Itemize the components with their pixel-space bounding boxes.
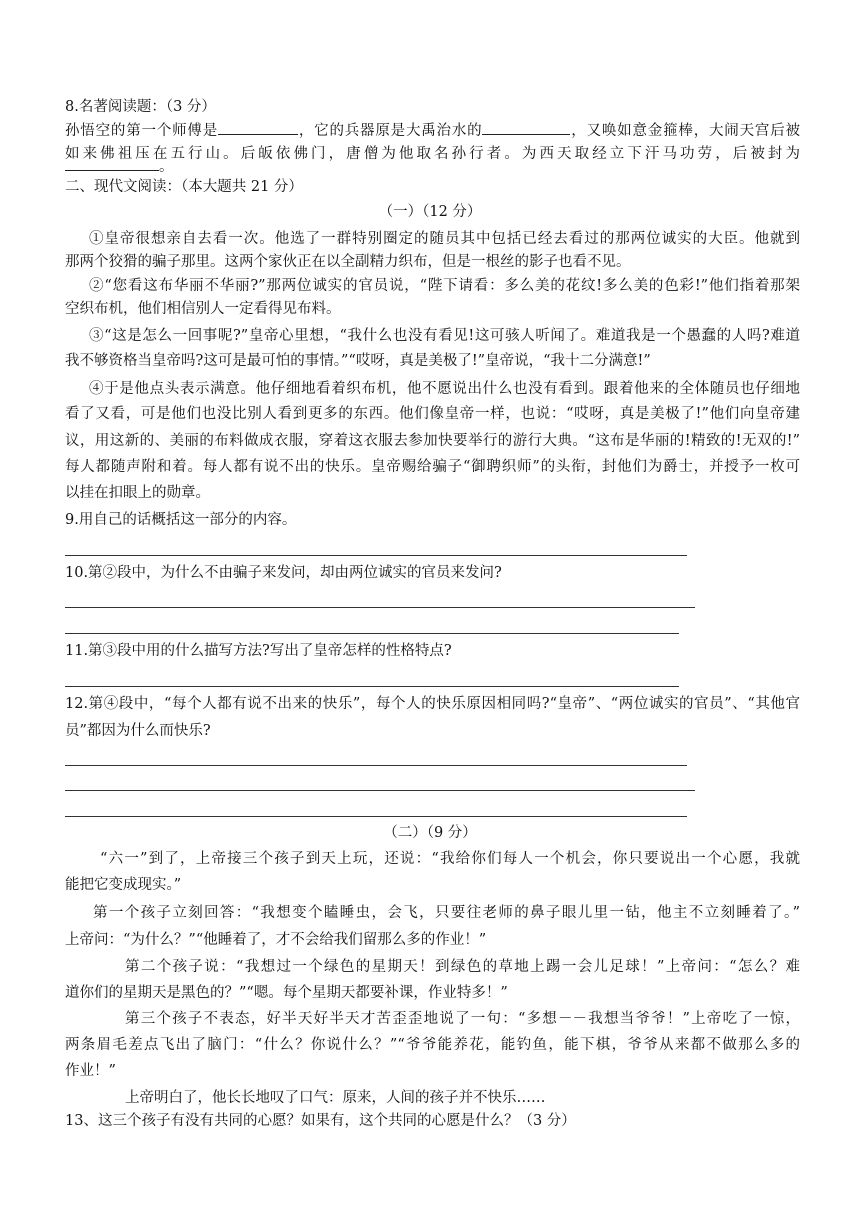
question-11: 11.第③段中用的什么描写方法?写出了皇帝怎样的性格特点? [65,643,452,659]
question-12-line2: 员”都因为什么而快乐? [65,723,211,739]
passage1-line: 每人都随声附和着。每人都有说不出的快乐。皇帝赐给骗子“御聘织师”的头衔，封他们为爵士，并授予一枚可 [65,459,800,475]
passage2-line: “六一”到了，上帝接三个孩子到天上玩，还说：“我给你们每人一个机会，你只要说出一个心愿，我就 [100,851,800,867]
q8-line1-row [65,119,800,142]
answer-line[interactable] [65,607,695,608]
passage1-line: 我不够资格当皇帝吗?这可是最可怕的事情。”“哎呀，真是美极了!”皇帝说，“我十二分满意!” [65,353,651,369]
passage1-line: ①皇帝很想亲自去看一次。他选了一群特别圈定的随员其中包括已经去看过的那两位诚实的大臣。他就到 [89,231,800,247]
q8-line1-text-b: ，它的兵器原是大禹治水的 [298,123,483,139]
answer-line[interactable] [65,686,679,687]
passage1-line: 空织布机，他们相信别人一定看得见布料。 [65,301,341,317]
passage2-line: 第三个孩子不表态，好半天好半天才苦歪歪地说了一句：“多想－－我想当爷爷！”上帝吃了一惊， [125,1011,800,1027]
passage1-line: 看了又看，可是他们也没比别人看到更多的东西。他们像皇帝一样，也说：“哎呀，真是美极了!”他们向皇帝建 [65,406,800,422]
passage1-line: ④于是他点头表示满意。他仔细地看着织布机，他不愿说出什么也没有看到。跟着他来的全体随员也仔细地 [89,381,800,397]
passage1-line: 以挂在扣眼上的勋章。 [65,485,210,501]
question-12-line1: 12.第④段中，“每个人都有说不出来的快乐”，每个人的快乐原因相同吗?“皇帝”、“两位诚实的官员”、“其他官 [65,696,800,712]
passage1-line: ③“这是怎么一回事呢?”皇帝心里想，“我什么也没有看见!这可骇人听闻了。难道我是一个愚蠢的人吗?难道 [89,328,800,344]
passage2-line: 第二个孩子说：“我想过一个绿色的星期天！到绿色的草地上踢一会儿足球！”上帝问：“怎么？难 [125,959,800,975]
passage1-line: 那两个狡猾的骗子那里。这两个家伙正在以全副精力织布，但是一根丝的影子也看不见。 [65,254,631,270]
passage2-line: 上帝问：“为什么？”“他睡着了，才不会给我们留那么多的作业！” [65,932,487,948]
answer-blank-master[interactable] [218,119,298,135]
answer-line[interactable] [65,816,687,817]
q8-line1-text-a: 孙悟空的第一个师傅是 [65,123,219,139]
question-10: 10.第②段中，为什么不由骗子来发问，却由两位诚实的官员来发问? [65,565,502,581]
question-13: 13、这三个孩子有没有共同的心愿？如果有，这个共同的心愿是什么？（3 分） [65,1113,576,1129]
passage1-line: 议，用这新的、美丽的布料做成衣服，穿着这衣服去参加快要举行的游行大典。“这布是华丽的!精致的!无双的!” [65,433,800,449]
answer-line[interactable] [65,765,687,766]
passage2-line: 能把它变成现实。” [65,877,182,893]
answer-blank-title[interactable] [65,155,159,171]
passage2-line: 道你们的星期天是黑色的？”“嗯。每个星期天都要补课，作业特多！” [65,985,508,1001]
passage1-line: ②“您看这布华丽不华丽?”那两位诚实的官员说，“陛下请看：多么美的花纹!多么美的色彩!”他们指着那架 [89,278,800,294]
q8-line1-text-c: ，又唤如意金箍棒，大闹天宫后被 [570,123,801,139]
passage2-line: 作业！” [65,1063,116,1079]
q8-line3: 。 [65,155,800,178]
passage2-line: 上帝明白了，他长长地叹了口气：原来，人间的孩子并不快乐…… [125,1090,546,1106]
answer-line[interactable] [65,790,695,791]
q8-line2: 如来佛祖压在五行山。后皈依佛门，唐僧为他取名孙行者。为西天取经立下汗马功劳，后被封为 [65,146,800,162]
answer-line[interactable] [65,633,679,634]
q8-heading: 8.名著阅读题：（3 分） [65,99,216,115]
question-9: 9.用自己的话概括这一部分的内容。 [65,512,297,528]
section2-heading: 二、现代文阅读：（本大题共 21 分） [65,179,303,195]
answer-blank-tool[interactable] [482,119,570,135]
passage2-line: 两条眉毛差点飞出了脑门：“什么？你说什么？”“爷爷能养花，能钓鱼，能下棋，爷爷从来都不做那么多的 [65,1037,800,1053]
passage2-title: （二）（9 分） [383,825,477,841]
passage2-line: 第一个孩子立刻回答：“我想变个瞌睡虫，会飞，只要往老师的鼻子眼儿里一钻，他主不立刻睡着了。” [93,905,800,921]
passage1-title: （一）（12 分） [378,204,482,220]
answer-line[interactable] [65,555,687,556]
